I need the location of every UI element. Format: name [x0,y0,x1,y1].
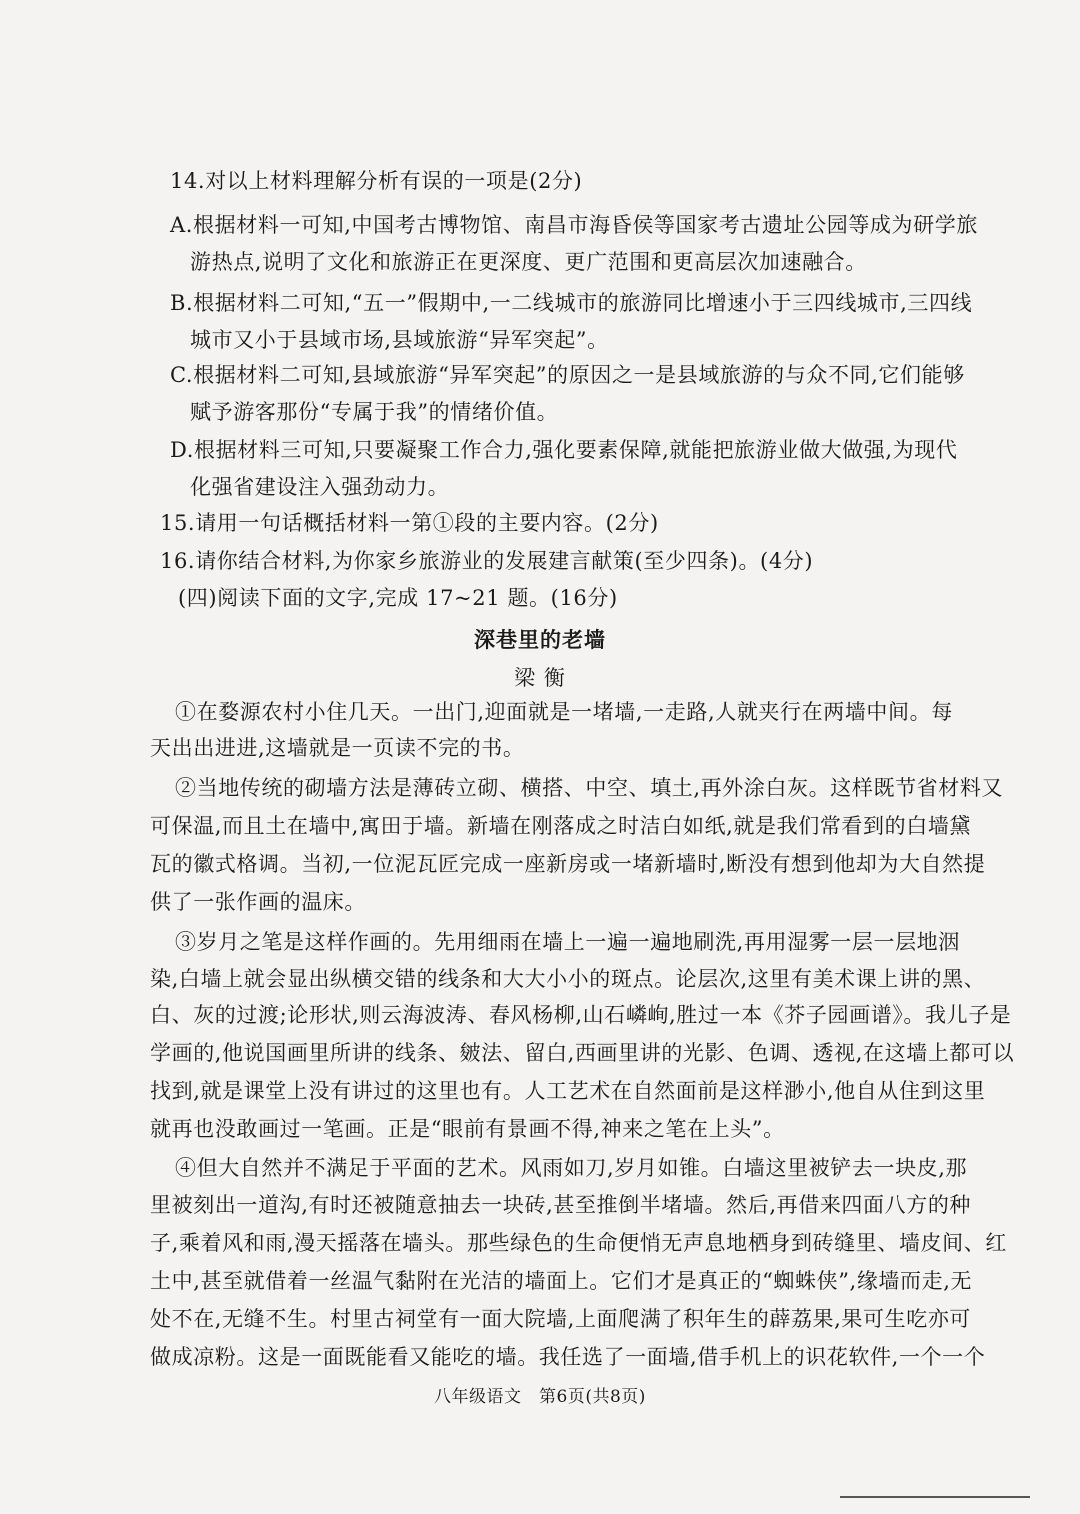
question-14-option-b-cont: 城市又小于县域市场,县域旅游“异军突起”。 [190,328,609,352]
page-footer: 八年级语文 第6页(共8页) [434,1387,646,1407]
article-line: 白、灰的过渡;论形状,则云海波涛、春风杨柳,山石嶙峋,胜过一本《芥子园画谱》。我儿子是 [150,1003,1012,1027]
section-4-heading: (四)阅读下面的文字,完成 17~21 题。(16分) [178,586,618,610]
question-14-stem: 14.对以上材料理解分析有误的一项是(2分) [170,169,583,193]
article-line: 可保温,而且土在墙中,寓田于墙。新墙在刚落成之时洁白如纸,就是我们常看到的白墙黛 [150,814,972,838]
article-line: ①在婺源农村小住几天。一出门,迎面就是一堵墙,一走路,人就夹行在两墙中间。每 [175,700,953,724]
article-line: ③岁月之笔是这样作画的。先用细雨在墙上一遍一遍地刷洗,再用湿雾一层一层地洇 [175,930,960,954]
article-line: 里被刻出一道沟,有时还被随意抽去一块砖,甚至推倒半堵墙。然后,再借来四面八方的种 [150,1193,972,1217]
question-14-option-a: A.根据材料一可知,中国考古博物馆、南昌市海昏侯等国家考古遗址公园等成为研学旅 [170,213,978,237]
article-line: 处不在,无缝不生。村里古祠堂有一面大院墙,上面爬满了积年生的薜荔果,果可生吃亦可 [150,1307,972,1331]
question-14-option-d: D.根据材料三可知,只要凝聚工作合力,强化要素保障,就能把旅游业做大做强,为现代 [170,438,958,462]
question-14-option-d-cont: 化强省建设注入强劲动力。 [190,475,450,499]
article-line: 染,白墙上就会显出纵横交错的线条和大大小小的斑点。论层次,这里有美术课上讲的黑、 [150,967,986,991]
article-line: 瓦的徽式格调。当初,一位泥瓦匠完成一座新房或一堵新墙时,断没有想到他却为大自然提 [150,852,986,876]
question-16: 16.请你结合材料,为你家乡旅游业的发展建言献策(至少四条)。(4分) [160,549,814,573]
question-14-option-c: C.根据材料二可知,县域旅游“异军突起”的原因之一是县域旅游的与众不同,它们能够 [170,363,965,387]
article-line: 天出出进进,这墙就是一页读不完的书。 [150,736,525,760]
article-line: 就再也没敢画过一笔画。正是“眼前有景画不得,神来之笔在上头”。 [150,1117,785,1141]
question-14-option-c-cont: 赋予游客那份“专属于我”的情绪价值。 [190,400,559,424]
question-14-option-b: B.根据材料二可知,“五一”假期中,一二线城市的旅游同比增速小于三四线城市,三四线 [170,291,973,315]
article-line: 子,乘着风和雨,漫天摇落在墙头。那些绿色的生命便悄无声息地栖身到砖缝里、墙皮间、红 [150,1231,1007,1255]
article-line: 找到,就是课堂上没有讲过的这里也有。人工艺术在自然面前是这样渺小,他自从住到这里 [150,1079,986,1103]
article-line: 学画的,他说国画里所讲的线条、皴法、留白,西画里讲的光影、色调、透视,在这墙上都可以 [150,1041,1015,1065]
article-line: ②当地传统的砌墙方法是薄砖立砌、横搭、中空、填土,再外涂白灰。这样既节省材料又 [175,776,1004,800]
article-line: ④但大自然并不满足于平面的艺术。风雨如刀,岁月如锥。白墙这里被铲去一块皮,那 [175,1156,968,1180]
question-14-option-a-cont: 游热点,说明了文化和旅游正在更深度、更广范围和更高层次加速融合。 [190,250,867,274]
article-title: 深巷里的老墙 [474,628,606,652]
bottom-rule [840,1496,1030,1498]
article-line: 做成凉粉。这是一面既能看又能吃的墙。我任选了一面墙,借手机上的识花软件,一个一个 [150,1345,986,1369]
article-line: 土中,甚至就借着一丝温气黏附在光洁的墙面上。它们才是真正的“蜘蛛侠”,缘墙而走,无 [150,1269,973,1293]
question-15: 15.请用一句话概括材料一第①段的主要内容。(2分) [160,511,659,535]
article-line: 供了一张作画的温床。 [150,890,366,914]
article-author: 梁 衡 [514,666,566,690]
